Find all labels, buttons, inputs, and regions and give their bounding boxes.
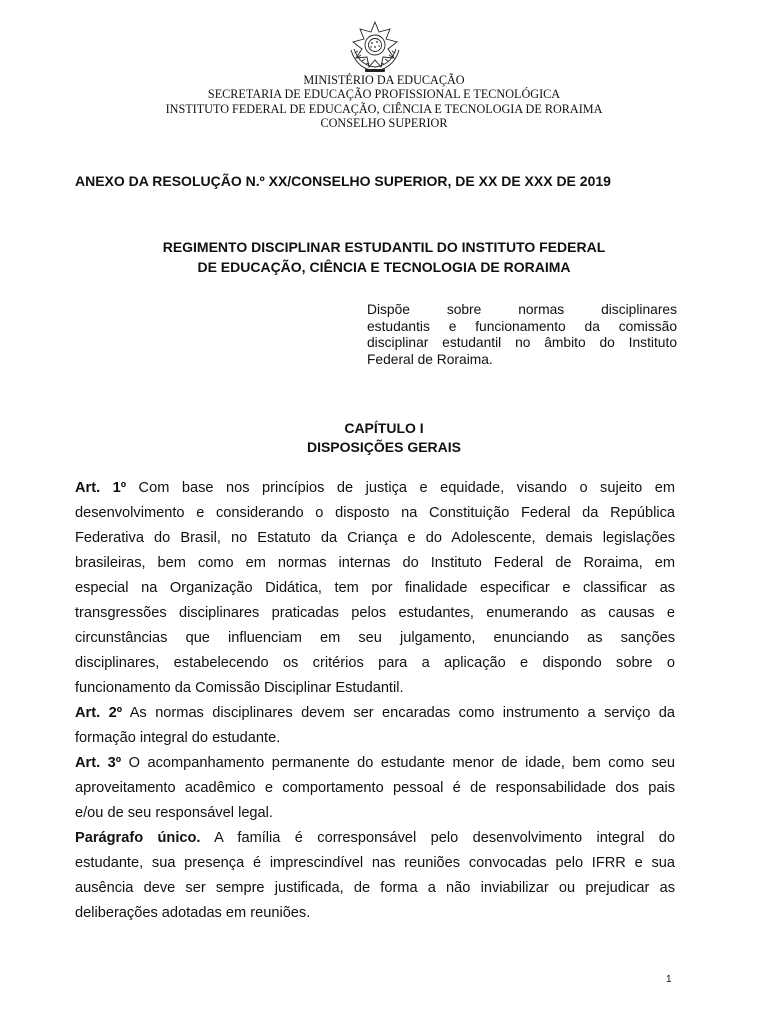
chapter-title: DISPOSIÇÕES GERAIS	[306, 439, 462, 455]
article-1-line: Federativa do Brasil, no Estatuto da Criança e do Adolescente, demais legislações	[75, 530, 675, 546]
regiment-title-line2: DE EDUCAÇÃO, CIÊNCIA E TECNOLOGIA DE RORAIMA	[197, 259, 571, 275]
article-3-line: aproveitamento acadêmico e comportamento pessoal é de responsabilidade dos pais	[75, 780, 675, 796]
regiment-title	[0, 237, 768, 277]
article-1-line: funcionamento da Comissão Disciplinar Estudantil.	[75, 680, 404, 696]
article-1-line: desenvolvimento e considerando o disposto na Constituição Federal da República	[75, 505, 675, 521]
regiment-title-line1: REGIMENTO DISCIPLINAR ESTUDANTIL DO INSTITUTO FEDERAL	[162, 239, 606, 255]
paragraph-label: Parágrafo único.	[75, 830, 201, 846]
article-1-line: transgressões disciplinares praticadas pelos estudantes, enumerando as causas e	[75, 605, 675, 621]
ementa-line: estudantis e funcionamento da comissão	[367, 318, 677, 334]
article-1-line: especial na Organização Didática, tem por finalidade especificar e classificar as	[75, 580, 675, 596]
article-3-line: e/ou de seu responsável legal.	[75, 805, 273, 821]
chapter-number: CAPÍTULO I	[344, 420, 424, 436]
ementa-line: Federal de Roraima.	[367, 351, 493, 367]
ementa-line: Dispõe sobre normas disciplinares	[367, 302, 677, 317]
header-ministry: MINISTÉRIO DA EDUCAÇÃO	[303, 73, 465, 87]
header-secretariat: SECRETARIA DE EDUCAÇÃO PROFISSIONAL E TECNOLÓGICA	[207, 87, 561, 102]
paragraph-line: deliberações adotadas em reuniões.	[75, 905, 311, 921]
paragraph-line: estudante, sua presença é imprescindível nas reuniões convocadas pelo IFRR e sua	[75, 855, 675, 871]
article-3-label: Art. 3º	[75, 755, 122, 771]
article-2-line: formação integral do estudante.	[75, 730, 281, 746]
article-1-line: brasileiras, bem como em normas internas do Instituto Federal de Roraima, em	[75, 555, 675, 571]
page-number: 1	[666, 974, 672, 985]
article-1-line: Art. 1º Com base nos princípios de justiça e equidade, visando o sujeito em	[75, 480, 675, 496]
article-2-line: Art. 2º As normas disciplinares devem ser encaradas como instrumento a serviço da	[75, 705, 676, 721]
article-1-label: Art. 1º	[75, 480, 127, 496]
brazil-coat-of-arms-icon	[345, 20, 405, 74]
article-3-line: Art. 3º O acompanhamento permanente do estudante menor de idade, bem como seu	[75, 755, 676, 771]
header-institute: INSTITUTO FEDERAL DE EDUCAÇÃO, CIÊNCIA E TECNOLOGIA DE RORAIMA	[165, 101, 603, 116]
header-council: CONSELHO SUPERIOR	[320, 116, 448, 131]
chapter-heading	[0, 419, 768, 457]
document-body	[75, 476, 675, 926]
annex-title: ANEXO DA RESOLUÇÃO N.º XX/CONSELHO SUPERIOR, DE XX DE XXX DE 2019	[75, 173, 611, 189]
article-2-label: Art. 2º	[75, 705, 123, 721]
ementa-summary	[367, 302, 677, 368]
ementa-line: disciplinar estudantil no âmbito do Instituto	[367, 335, 677, 350]
paragraph-line: ausência deve ser sempre justificada, de forma a não inviabilizar ou prejudicar as	[75, 880, 675, 896]
paragraph-line: Parágrafo único. A família é corresponsável pelo desenvolvimento integral do	[75, 830, 676, 846]
article-1-line: disciplinares, estabelecendo os critérios para a aplicação e dispondo sobre o	[75, 655, 675, 671]
institution-header	[0, 73, 768, 131]
article-1-line: circunstâncias que influenciam em seu julgamento, enunciando as sanções	[75, 630, 675, 646]
